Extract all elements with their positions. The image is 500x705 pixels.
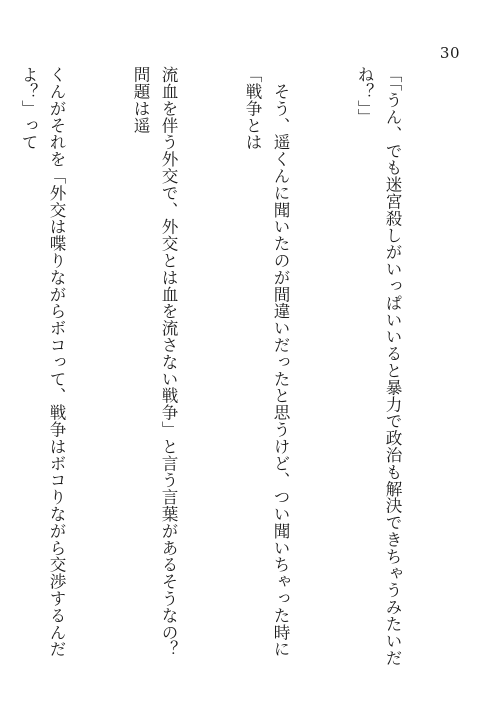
body-text xyxy=(19,66,462,676)
text-line: 流血を伴う外交で、外交とは血を流さない戦争」と言う言葉があるそうなの？ 問題は遥 xyxy=(131,66,178,675)
page-number: 30 xyxy=(439,44,460,62)
text-line: くんがそれを「外交は喋りながらボコって、戦争はボコりながら交渉するんだよ？」って xyxy=(19,66,66,658)
text-line: 「「うん、でも迷宮殺しがいっぱいいると暴力で政治も解決できちゃうみたいだね？」」 xyxy=(355,66,402,667)
text-line: そう、遥くんに聞いたのが間違いだったと思うけど、つい聞いちゃった時に「戦争とは xyxy=(243,66,290,658)
